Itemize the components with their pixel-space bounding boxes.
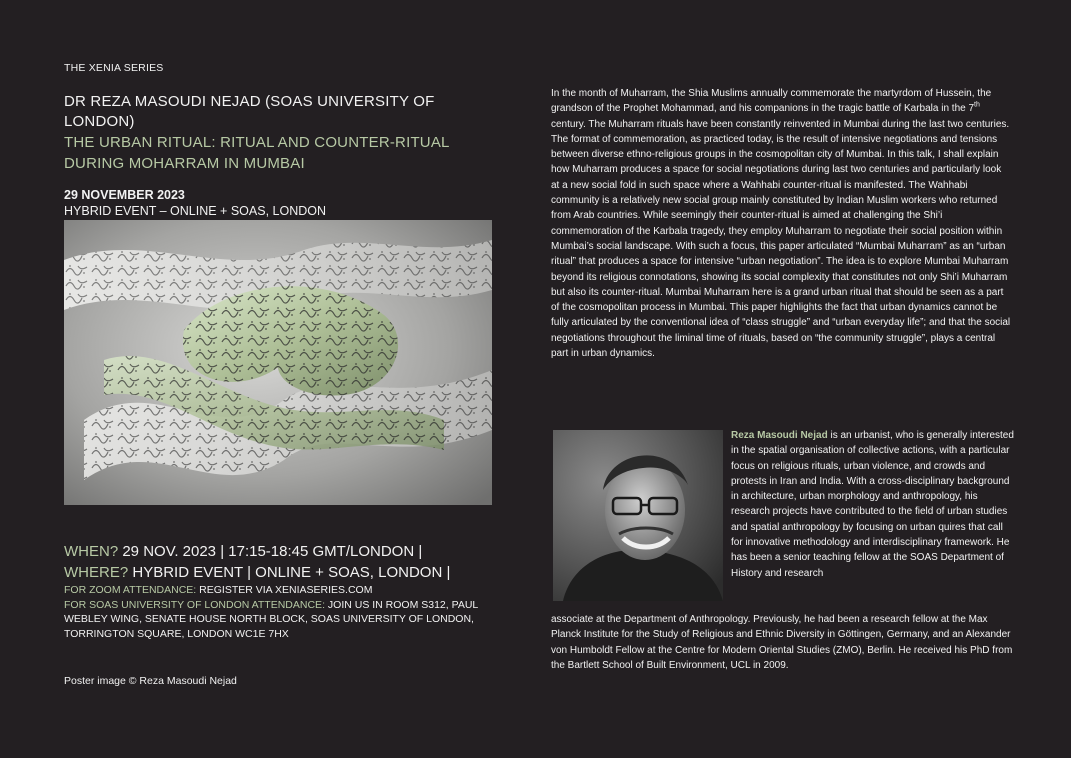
soas-value: JOIN US IN ROOM S312, PAUL WEBLEY WING, SENATE HOUSE NORTH BLOCK, SOAS UNIVERSITY OF LONDON, TORRINGTON SQUARE, LONDON WC1E 7HX bbox=[64, 598, 478, 640]
header-block bbox=[64, 62, 504, 218]
abstract-superscript: th bbox=[974, 101, 980, 109]
soas-label: FOR SOAS UNIVERSITY OF LONDON ATTENDANCE: bbox=[64, 598, 325, 611]
speaker-name: DR REZA MASOUDI NEJAD (SOAS UNIVERSITY OF LONDON) bbox=[64, 93, 435, 130]
where-line bbox=[64, 562, 524, 583]
bio-name: Reza Masoudi Nejad bbox=[731, 430, 828, 441]
abstract-text bbox=[551, 86, 1011, 361]
poster-image bbox=[64, 220, 492, 505]
zoom-value: REGISTER VIA XENIASERIES.COM bbox=[199, 584, 373, 596]
event-format: HYBRID EVENT – ONLINE + SOAS, LONDON bbox=[64, 204, 326, 218]
speaker-photo bbox=[553, 430, 723, 601]
abstract-part1: In the month of Muharram, the Shia Muslims annually commemorate the martyrdom of Hussein, the grandson of the Prophet Mohammad, and his companions in the tragic battle of Karbala in the 7 bbox=[551, 88, 992, 115]
event-details bbox=[64, 541, 524, 641]
bio-text-right bbox=[731, 428, 1016, 581]
bio-text-bottom: associate at the Department of Anthropology. Previously, he had been a research fellow at the Max Planck Institute for the Study of Religious and Ethnic Diversity in Göttingen, Germany, and an Alexander von Humboldt Fellow at the Centre for Modern Oriental Studies (ZMO), Berlin. He received his PhD from the Bartlett School of Built Environment, UCL in 2009. bbox=[551, 614, 1013, 671]
where-label: WHERE? bbox=[64, 564, 129, 581]
bio-right-text: is an urbanist, who is generally interested in the spatial organisation of collective actions, with a particular focus on religious rituals, urban violence, and crowds and protests in Iran and India. With a cross-disciplinary background in architecture, urban morphology and anthropology, his research projects have contributed to the field of urban studies and spatial anthropology by focusing on urban quires that call for innovative methodology and interdisciplinary framework. He has been a senior teaching fellow at the SOAS Department of History and research bbox=[731, 430, 1014, 579]
zoom-label: FOR ZOOM ATTENDANCE: bbox=[64, 584, 197, 596]
talk-title-line2: DURING MOHARRAM IN MUMBAI bbox=[64, 155, 305, 172]
portrait-avatar bbox=[553, 430, 723, 601]
zoom-attendance bbox=[64, 583, 524, 598]
when-value: 29 NOV. 2023 | 17:15-18:45 GMT/LONDON | bbox=[122, 543, 423, 560]
poster-credit: Poster image © Reza Masoudi Nejad bbox=[64, 674, 237, 687]
where-value: HYBRID EVENT | ONLINE + SOAS, LONDON | bbox=[132, 564, 451, 581]
abstract-part2: century. The Muharram rituals have been constantly reinvented in Mumbai during the last two centuries. The format of commemoration, as practiced today, is the result of intensive negotiations and tensions between diverse ethno-religious groups in the cosmopolitan city of Mumbai. In this talk, I shall explain how Muharram produces a space for social negotiations during last two centuries and particularly look at a new social fold in such space where a Wahhabi counter-ritual is manifested. The Wahhabi community is a relatively new social group mainly constituted by Indian Muslim workers who returned from Arab countries. While seemingly their counter-ritual is aimed at challenging the Shi’i commemoration of the Karbala tragedy, they employ Muharram to negotiate their social position within Mumbai’s social landscape. With such a focus, this paper articulated “Mumbai Muharram” as an “urban ritual” that produces a space for intensive “urban negotiation”. The idea is to explore Mumbai Muharram beyond its religious connotations, showing its social complexity that constitutes not only Shi’i Muharram but also its counter-ritual. Mumbai Muharram here is a grand urban ritual that should be seen as a part of the cosmopolitan process in Mumbai. This paper highlights the fact that urban dynamics cannot be fully articulated by the conventional idea of “class struggle” and “urban everyday life”; and that the social negotiations throughout the liminal time of rituals, based on “the community struggle”, plays a central part in urban dynamics. bbox=[551, 118, 1011, 360]
series-label: THE XENIA SERIES bbox=[64, 62, 164, 74]
when-label: WHEN? bbox=[64, 543, 119, 560]
talk-title-line1: THE URBAN RITUAL: RITUAL AND COUNTER-RITUAL bbox=[64, 134, 450, 151]
calligraphy-ribbon-artwork bbox=[64, 220, 492, 505]
soas-attendance bbox=[64, 598, 524, 642]
event-date: 29 NOVEMBER 2023 bbox=[64, 188, 185, 202]
when-line bbox=[64, 541, 524, 562]
